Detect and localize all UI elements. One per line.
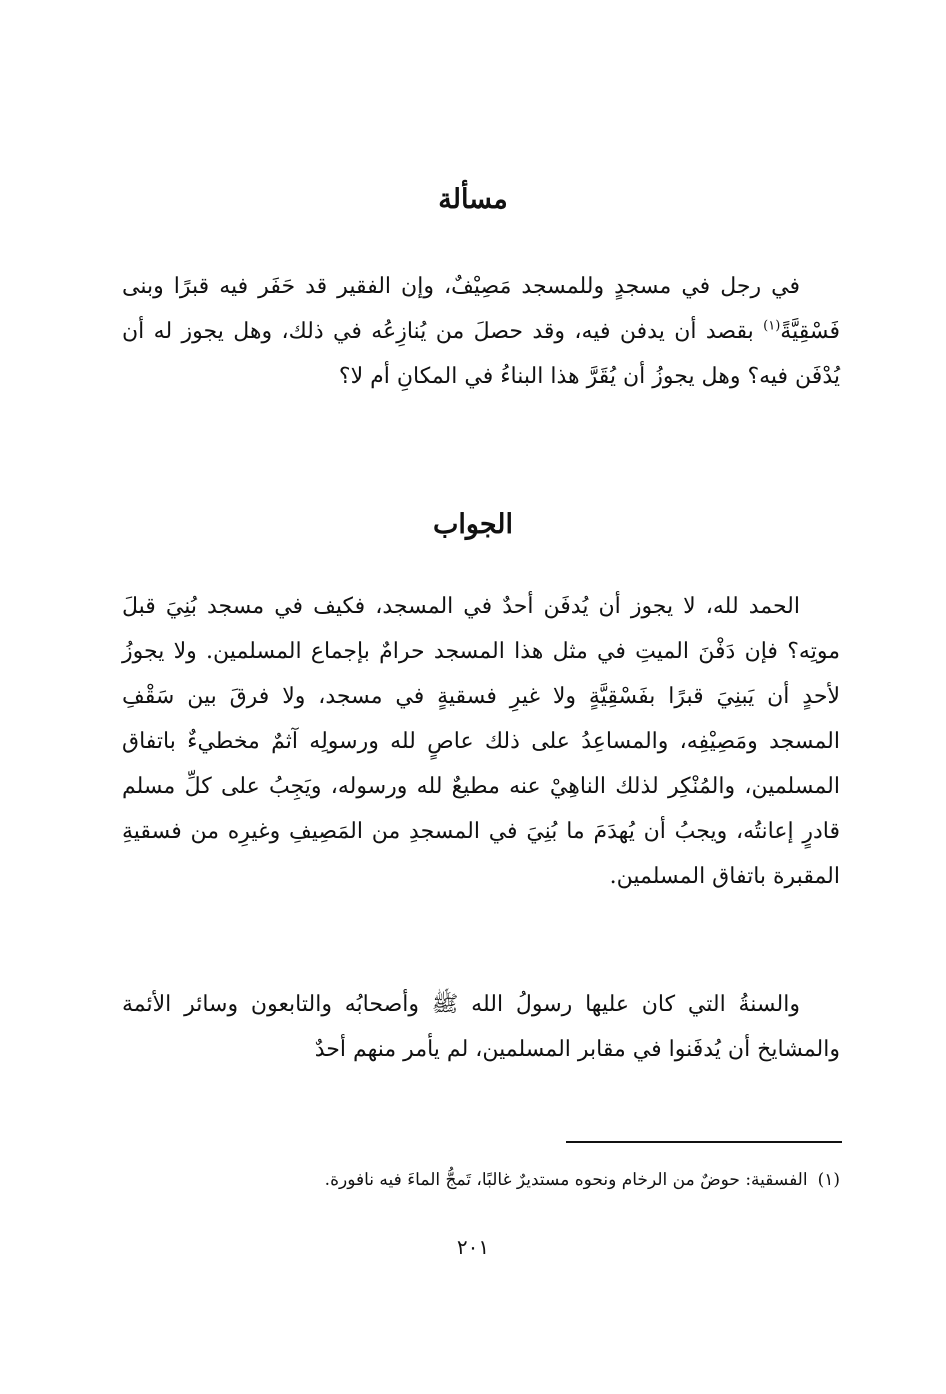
answer-paragraph-2: والسنةُ التي كان عليها رسولُ الله ﷺ وأصحابُه والتابعون وسائر الأئمة والمشايخ أن يُدفَنوا في مقابر المسلمين، لم يأمر منهم أحدٌ [122, 992, 840, 1062]
footnote-number: (١) [817, 1170, 840, 1190]
footnote-reference[interactable]: (١) [763, 318, 781, 334]
footnote [122, 1165, 840, 1195]
question-paragraph [122, 264, 840, 399]
question-heading: مسألة [438, 184, 508, 215]
footnote-text: الفسقية: حوضٌ من الرخام ونحوه مستديرٌ غالبًا، تَمجُّ الماءَ فيه نافورة. [324, 1170, 808, 1190]
answer-paragraph-1: الحمد لله، لا يجوز أن يُدفَن أحدٌ في المسجد، فكيف في مسجد بُنِيَ قبلَ موتِه؟ فإن دَفْنَ الميتِ في مثل هذا المسجد حرامٌ بإجماع المسلمين. ولا يجوزُ لأحدٍ أن يَبنِيَ قبرًا بفَسْقِيَّةٍ ولا غيرِ فسقيةٍ في مسجد، ولا فرقَ بين سَقْفِ المسجد ومَصِيْفِه، والمساعِدُ على ذلك عاصٍ لله ورسولِه آثمٌ مخطيءٌ باتفاق المسلمين، والمُنْكِر لذلك الناهِيْ عنه مطيعٌ لله ورسوله، ويَجِبُ على كلِّ مسلم قادرٍ إعانتُه، ويجبُ أن يُهدَمَ ما بُنِيَ في المسجدِ من المَصِيفِ وغيرِه من فسقيةِ المقبرة باتفاق المسلمين. [122, 594, 840, 889]
footnote-separator [566, 1141, 842, 1143]
question-text-part2: بقصد أن يدفن فيه، وقد حصلَ من يُنازِعُه في ذلك، وهل يجوز له أن يُدْفَن فيه؟ وهل يجوزُ أن يُقَرَّ هذا البناءُ في المكانِ أم لا؟ [122, 319, 840, 389]
page-number: ٢٠١ [456, 1235, 490, 1259]
answer-heading: الجواب [432, 509, 514, 540]
question-text-part1: في رجل في مسجدٍ وللمسجد مَصِيْفٌ، وإن الفقير قد حَفَر فيه قبرًا وبنى فَسْقِيَّةً [122, 274, 840, 344]
